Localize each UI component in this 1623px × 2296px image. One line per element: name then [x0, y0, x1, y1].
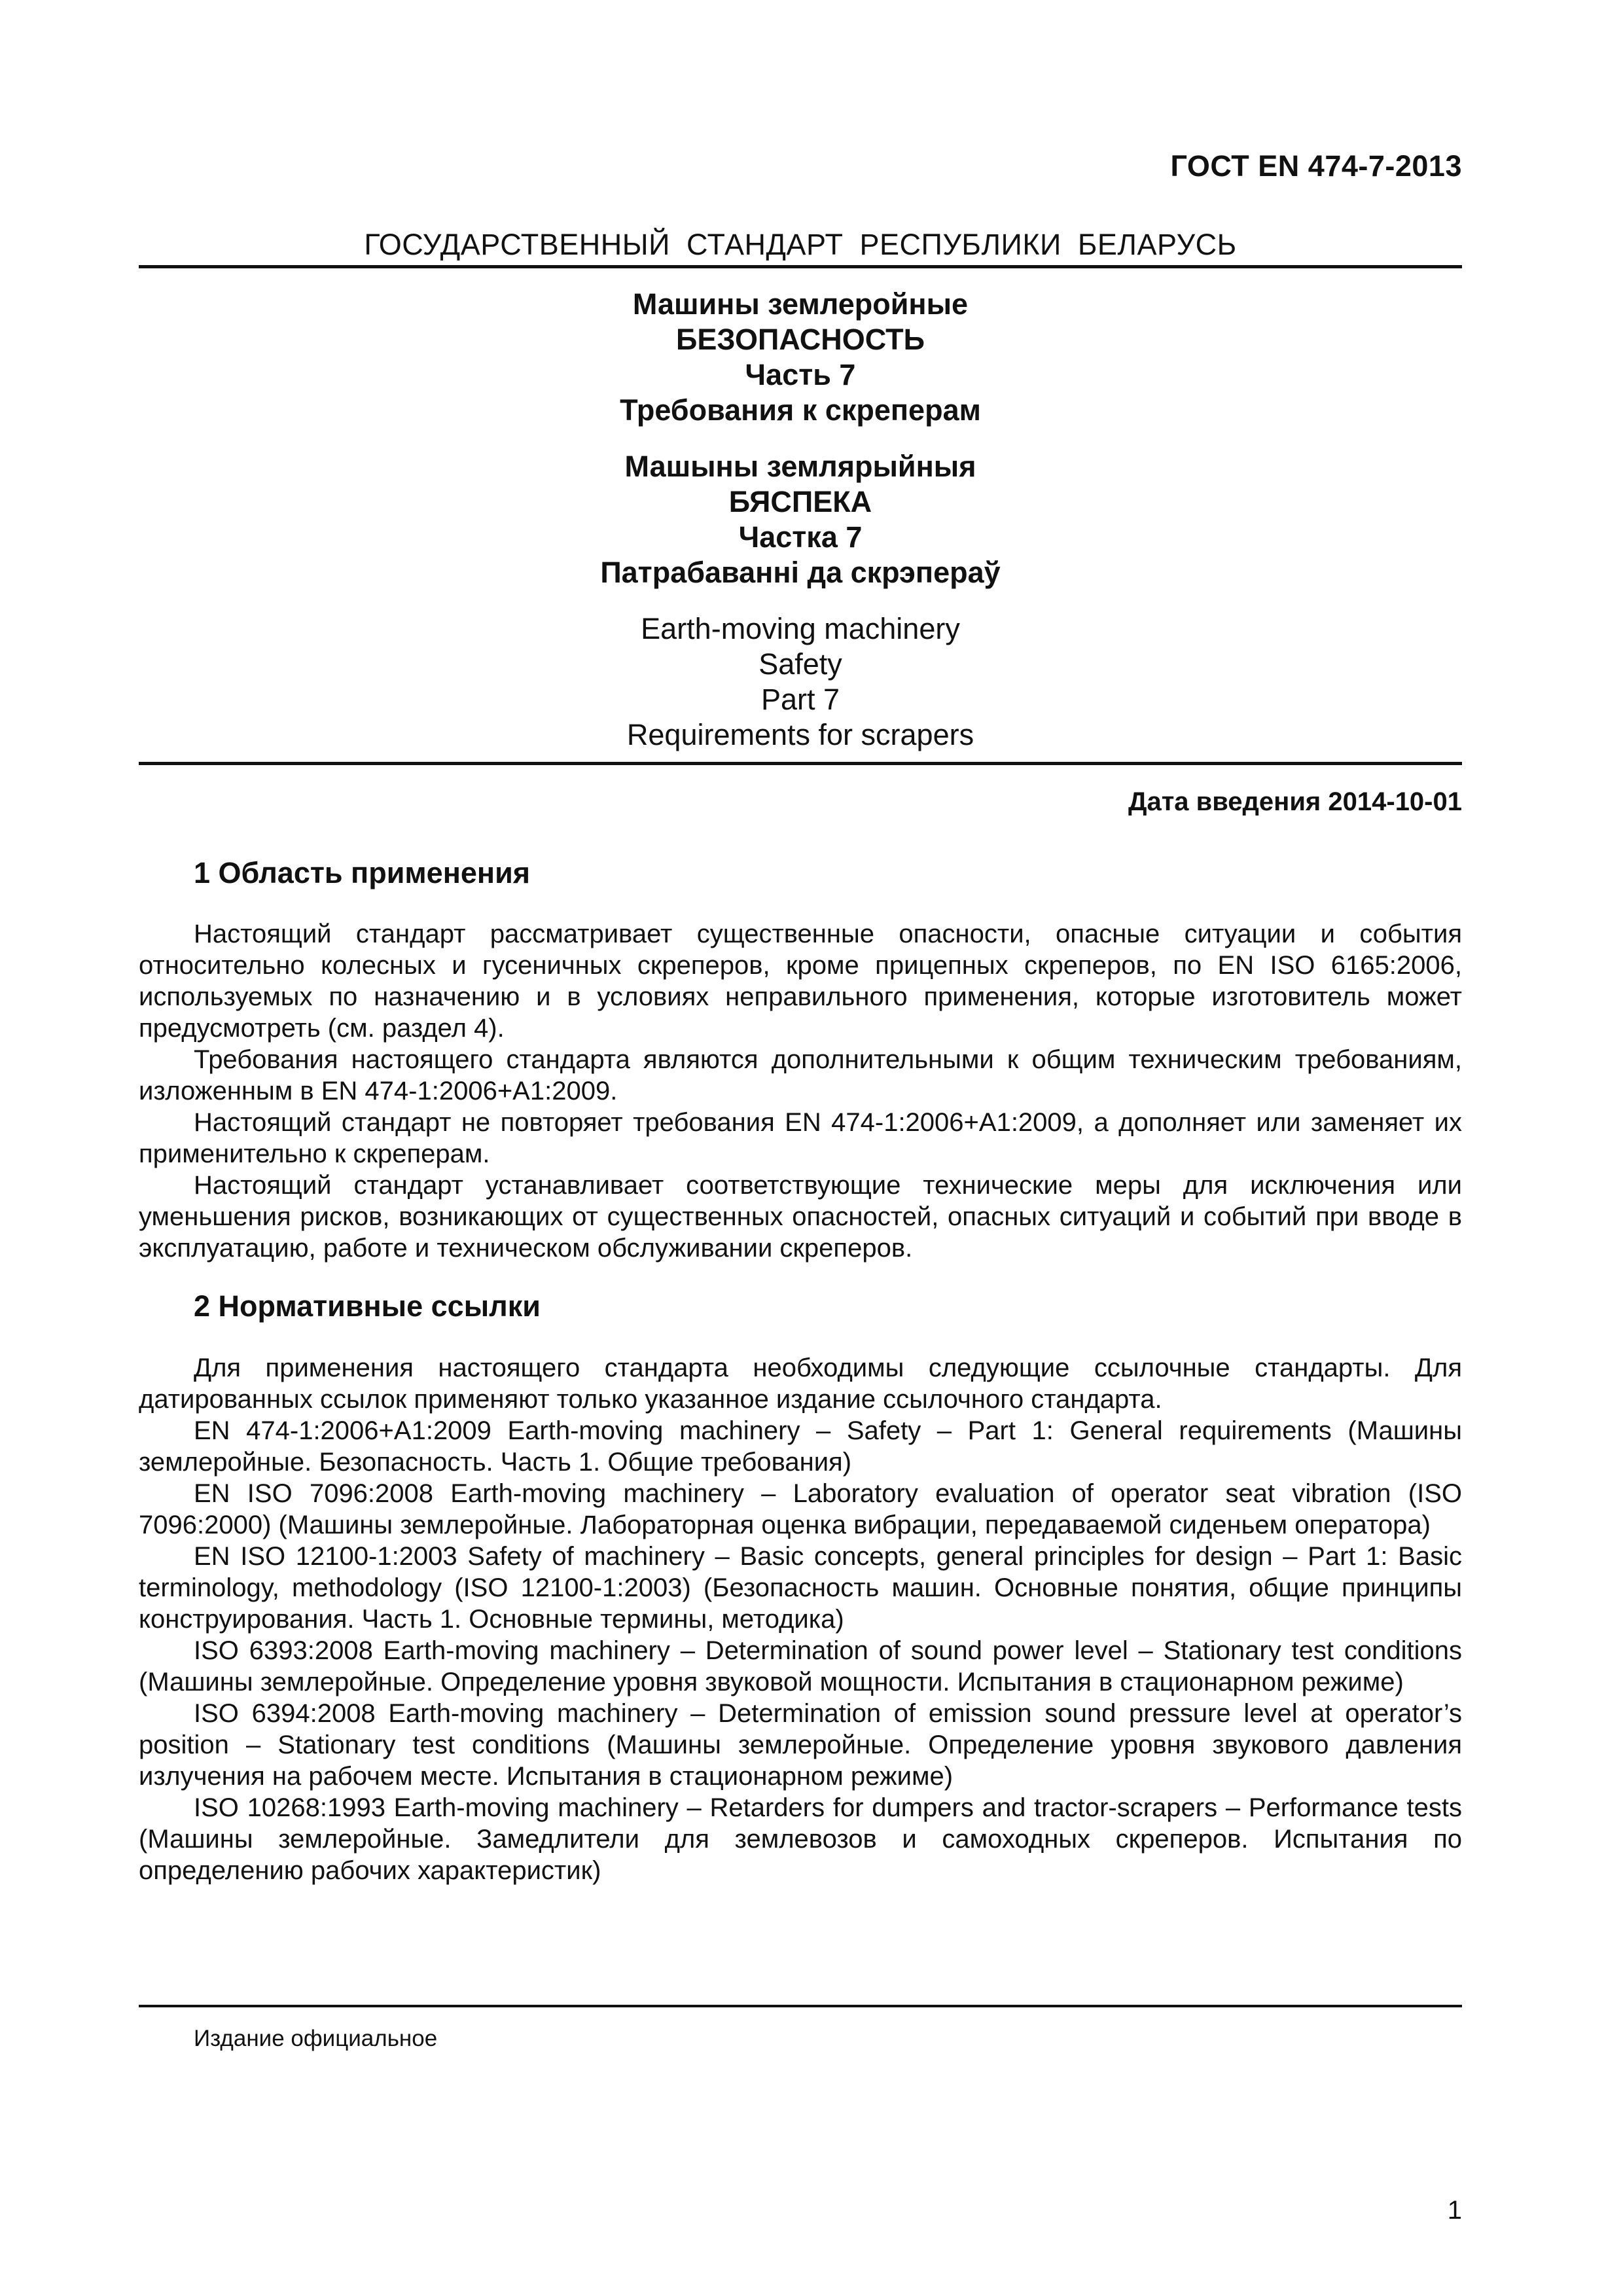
title-ru-line-3: Часть 7: [745, 358, 856, 391]
section-1-paragraph: Настоящий стандарт устанавливает соответствующие технические меры для исключения или уменьшения рисков, возникающих от существенных опасностей, опасных ситуаций и событий при вводе в эксплуатацию, работе и техническом обслуживании скреперов.: [139, 1171, 1462, 1263]
title-en-line-4: Requirements for scrapers: [626, 718, 974, 751]
title-en-line-3: Part 7: [760, 683, 840, 716]
title-ru-line-4: Требования к скреперам: [620, 393, 981, 427]
edition-note: Издание официальное: [194, 2026, 438, 2051]
section-1-paragraph: Настоящий стандарт рассматривает существенные опасности, опасные ситуации и события относительно колесных и гусеничных скреперов, кроме прицепных скреперов, по EN ISO 6165:2006, используемых по назначению и в условиях неправильного применения, которые изготовитель может предусмотреть (см. раздел 4).: [139, 920, 1462, 1043]
section-1-paragraph: Требования настоящего стандарта являются дополнительными к общим техническим требованиям, изложенным в EN 474-1:2006+A1:2009.: [139, 1045, 1462, 1105]
title-by-line-4: Патрабаванні да скрэпераў: [600, 556, 1001, 589]
title-ru-line-1: Машины землеройные: [632, 287, 969, 321]
header-rule: [139, 265, 1462, 268]
footer-rule: [139, 2005, 1462, 2007]
title-belarusian: [139, 449, 1462, 590]
reference-entry: ISO 10268:1993 Earth-moving machinery – Retarders for dumpers and tractor-scrapers – Performance tests (Машины землеройные. Замедлители для землевозов и самоходных скреперов. Испытания по определению рабочих характеристик): [139, 1793, 1462, 1885]
header-title: ГОСУДАРСТВЕННЫЙ СТАНДАРТ РЕСПУБЛИКИ БЕЛАРУСЬ: [364, 228, 1237, 261]
section-1-paragraph: Настоящий стандарт не повторяет требования EN 474-1:2006+A1:2009, а дополняет или заменяет их применительно к скреперам.: [139, 1108, 1462, 1168]
title-ru-line-2: БЕЗОПАСНОСТЬ: [676, 323, 925, 356]
standard-number: ГОСТ EN 474-7-2013: [1170, 149, 1462, 183]
section-1-heading: 1 Область применения: [194, 856, 531, 889]
section-2-body: [139, 1352, 1462, 1886]
reference-entry: ISO 6394:2008 Earth-moving machinery – Determination of emission sound pressure level at operator’s position – Stationary test conditions (Машины землеройные. Определение уровня звукового давления излучения на рабочем месте. Испытания в стационарном режиме): [139, 1699, 1462, 1791]
title-en-line-2: Safety: [758, 647, 842, 681]
title-by-line-3: Частка 7: [738, 520, 863, 554]
reference-entry: EN 474-1:2006+A1:2009 Earth-moving machinery – Safety – Part 1: General requirements (Машины землеройные. Безопасность. Часть 1. Общие требования): [139, 1416, 1462, 1477]
introduction-date: Дата введения 2014-10-01: [1128, 787, 1462, 816]
title-en-line-1: Earth-moving machinery: [641, 612, 960, 645]
reference-entry: ISO 6393:2008 Earth-moving machinery – Determination of sound power level – Stationary test conditions (Машины землеройные. Определение уровня звуковой мощности. Испытания в стационарном режиме): [139, 1636, 1462, 1696]
section-2-paragraph: Для применения настоящего стандарта необходимы следующие ссылочные стандарты. Для датированных ссылок применяют только указанное издание ссылочного стандарта.: [139, 1354, 1462, 1414]
page-number: 1: [1447, 2196, 1462, 2225]
reference-entry: EN ISO 12100-1:2003 Safety of machinery – Basic concepts, general principles for design – Part 1: Basic terminology, methodology (ISO 12100-1:2003) (Безопасность машин. Основные понятия, общие принципы конструирования. Часть 1. Основные термины, методика): [139, 1542, 1462, 1634]
title-english: [139, 611, 1462, 753]
title-by-line-1: Машыны землярыйныя: [624, 450, 976, 483]
reference-entry: EN ISO 7096:2008 Earth-moving machinery – Laboratory evaluation of operator seat vibration (ISO 7096:2000) (Машины землеройные. Лабораторная оценка вибрации, передаваемой сиденьем оператора): [139, 1479, 1462, 1539]
section-2-heading: 2 Нормативные ссылки: [194, 1289, 541, 1323]
title-rule: [139, 762, 1462, 765]
title-russian: [139, 287, 1462, 428]
title-by-line-2: БЯСПЕКА: [728, 485, 872, 518]
section-1-body: [139, 918, 1462, 1264]
